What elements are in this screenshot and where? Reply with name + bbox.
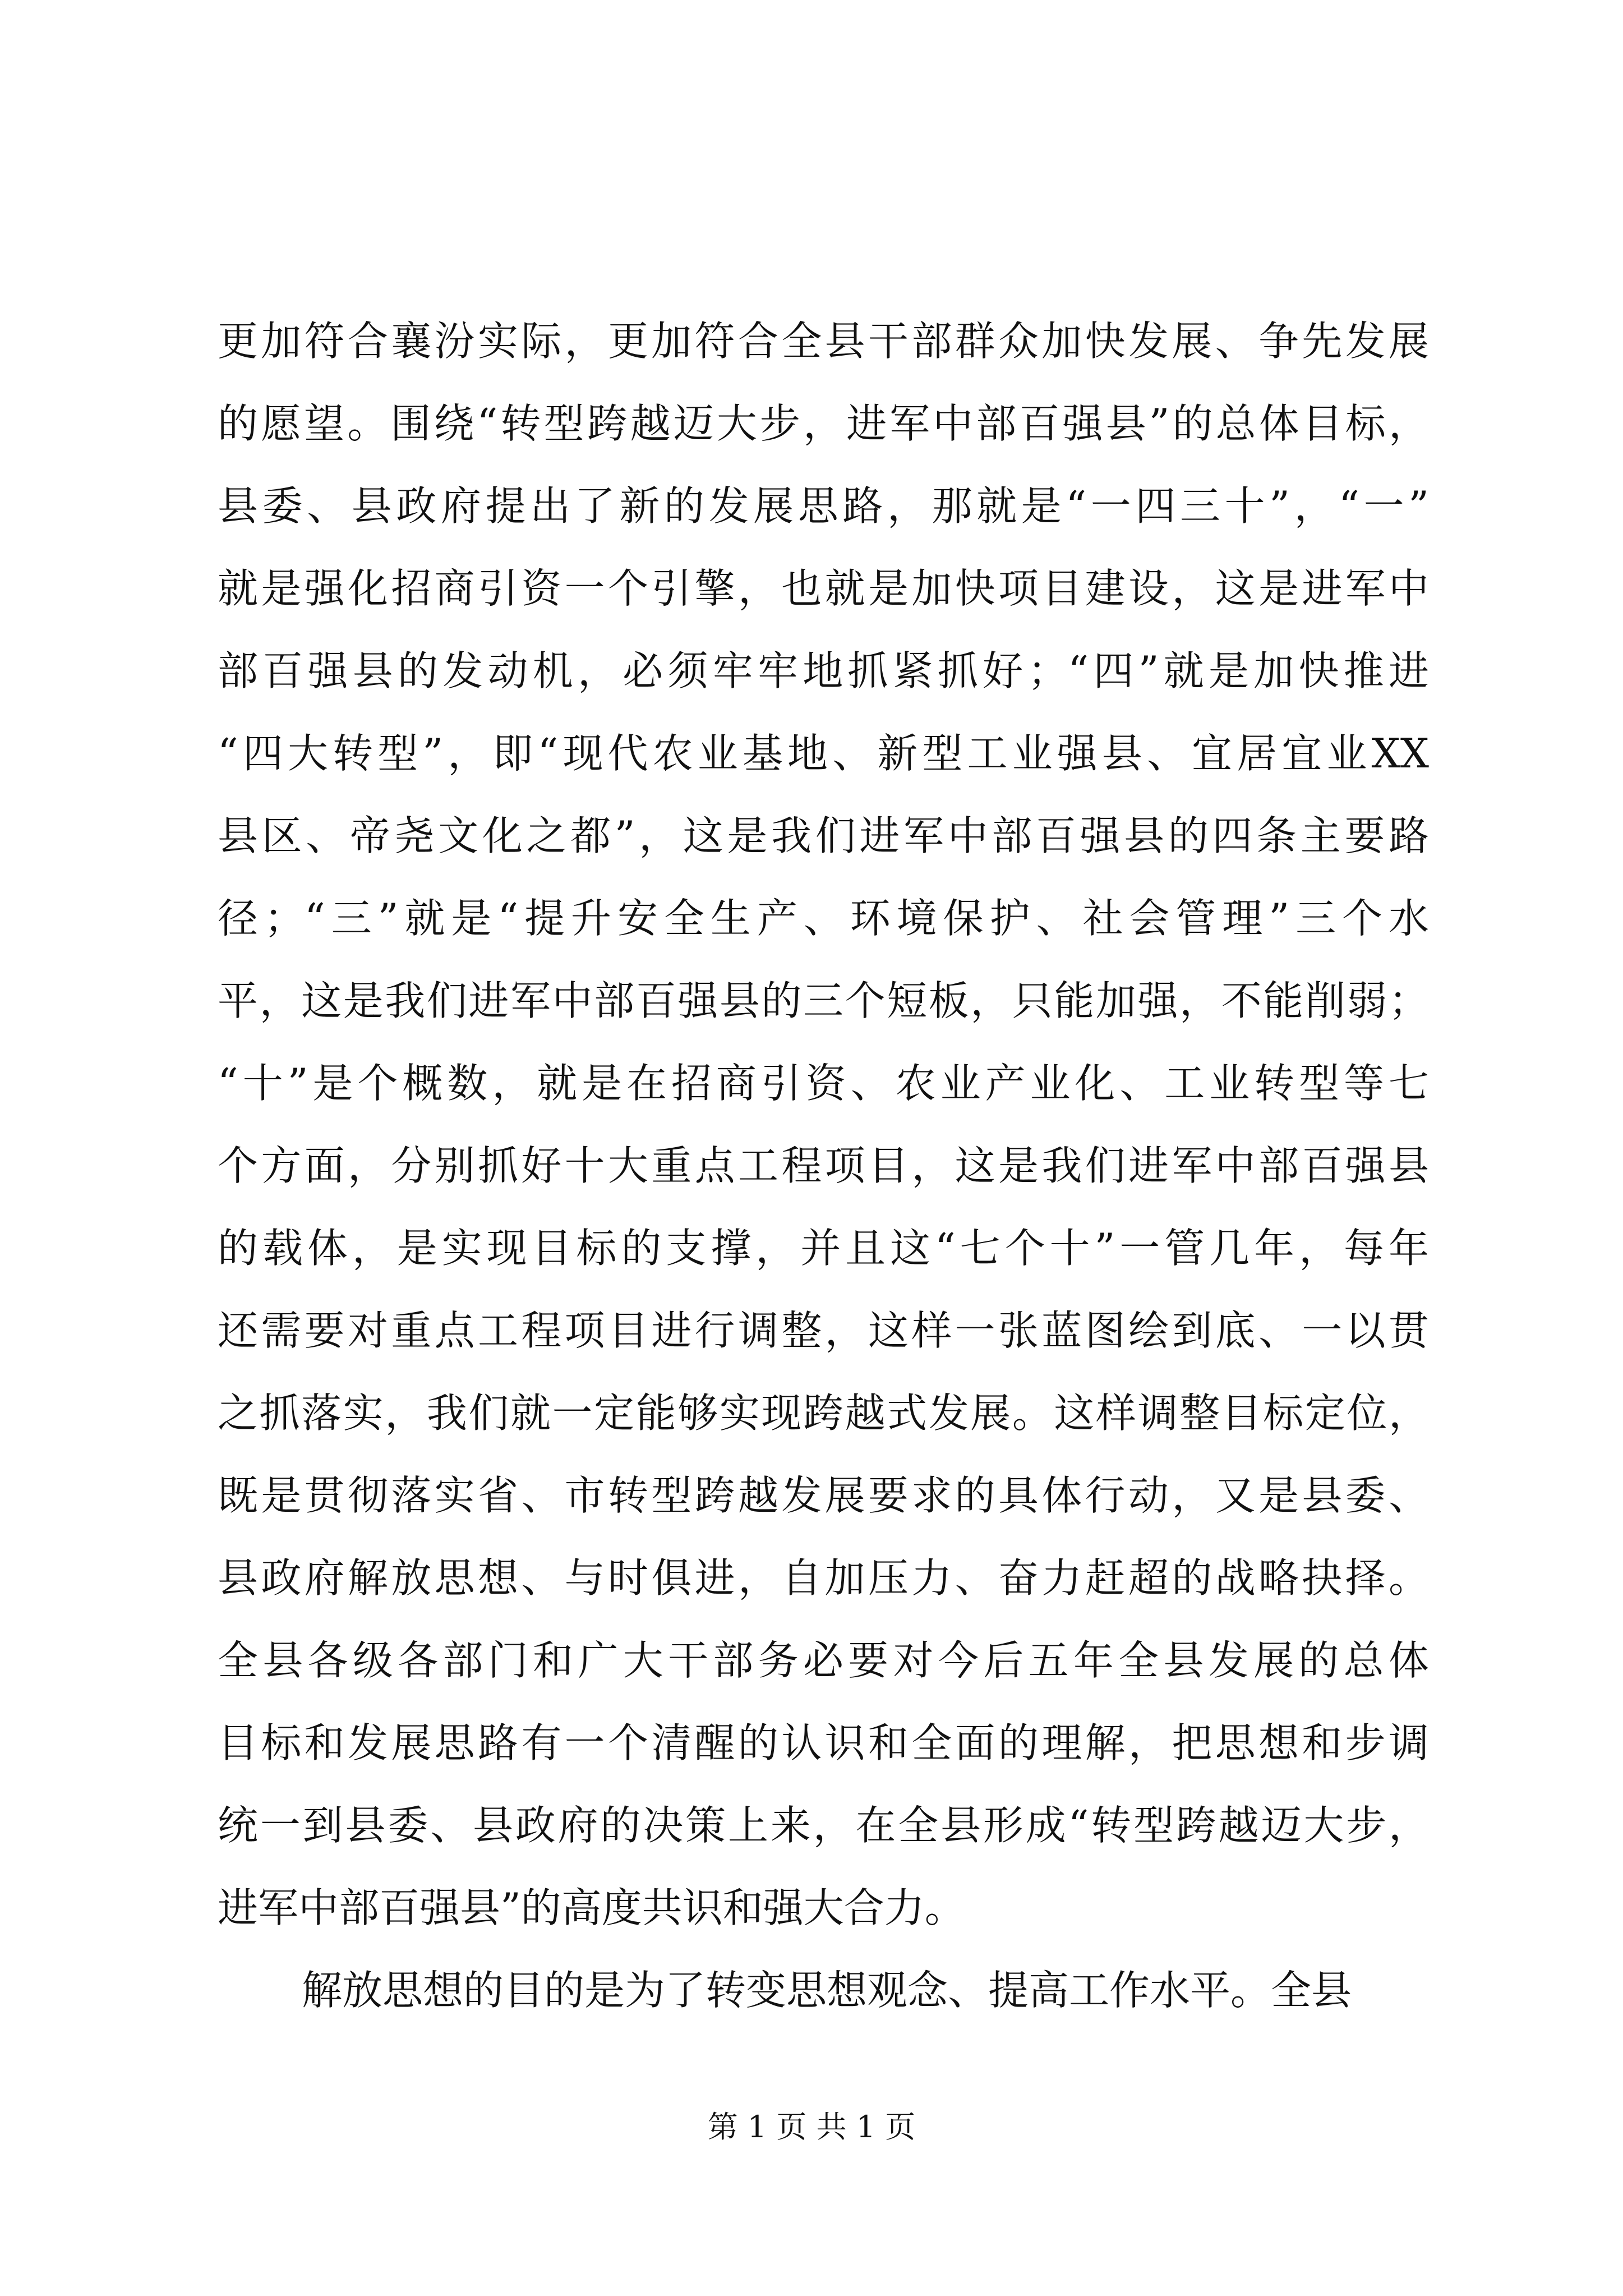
- page-footer: 第 1 页 共 1 页: [707, 2109, 916, 2145]
- paragraph-end-line: 进军中部百强县”的高度共识和强大合力。: [218, 1884, 965, 1931]
- text-line: 更加符合襄汾实际，更加符合全县干部群众加快发展、争先发展: [218, 318, 1429, 365]
- paragraph-start-line: 解放思想的目的是为了转变思想观念、提高工作水平。全县: [302, 1967, 1352, 2014]
- text-line: 径；“三”就是“提升安全生产、环境保护、社会管理”三个水: [218, 895, 1429, 942]
- body-text: [218, 300, 1429, 2032]
- text-line: 全县各级各部门和广大干部务必要对今后五年全县发展的总体: [218, 1637, 1429, 1684]
- text-line: 县区、帝尧文化之都”，这是我们进军中部百强县的四条主要路: [218, 812, 1429, 859]
- text-line: 之抓落实，我们就一定能够实现跨越式发展。这样调整目标定位，: [218, 1389, 1429, 1437]
- text-line: 个方面，分别抓好十大重点工程项目，这是我们进军中部百强县: [218, 1142, 1429, 1189]
- text-line: 县委、县政府提出了新的发展思路，那就是“一四三十”，“一”: [218, 482, 1429, 530]
- text-line: 还需要对重点工程项目进行调整，这样一张蓝图绘到底、一以贯: [218, 1307, 1429, 1354]
- text-line: 统一到县委、县政府的决策上来，在全县形成“转型跨越迈大步，: [218, 1802, 1429, 1849]
- text-line: 目标和发展思路有一个清醒的认识和全面的理解，把思想和步调: [218, 1719, 1429, 1766]
- text-line: “四大转型”，即“现代农业基地、新型工业强县、宜居宜业XX: [218, 730, 1429, 777]
- text-line: 既是贯彻落实省、市转型跨越发展要求的具体行动，又是县委、: [218, 1472, 1429, 1519]
- text-line: “十”是个概数，就是在招商引资、农业产业化、工业转型等七: [218, 1060, 1429, 1107]
- text-line: 就是强化招商引资一个引擎，也就是加快项目建设，这是进军中: [218, 565, 1429, 612]
- text-line: 部百强县的发动机，必须牢牢地抓紧抓好；“四”就是加快推进: [218, 647, 1429, 694]
- text-line: 的载体，是实现目标的支撑，并且这“七个十”一管几年，每年: [218, 1225, 1429, 1272]
- text-line: 平，这是我们进军中部百强县的三个短板，只能加强，不能削弱；: [218, 977, 1429, 1024]
- text-line: 县政府解放思想、与时俱进，自加压力、奋力赶超的战略抉择。: [218, 1554, 1429, 1602]
- text-line: 的愿望。围绕“转型跨越迈大步，进军中部百强县”的总体目标，: [218, 400, 1429, 447]
